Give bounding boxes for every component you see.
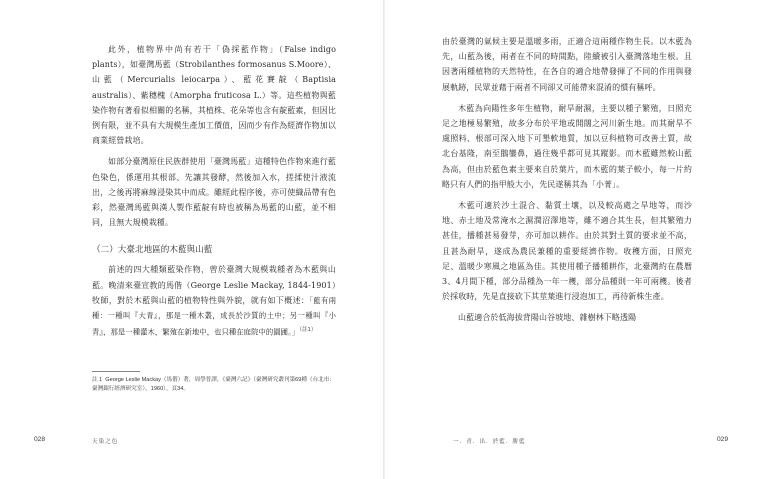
right-page-number: 029	[717, 436, 729, 443]
right-text-column	[442, 34, 692, 326]
right-page	[385, 0, 768, 479]
footnote	[92, 376, 336, 394]
right-paragraph-1: 由於臺灣的氣候主要是溫暖多雨，正適合這兩種作物生長。以木藍為先，山藍為後，兩者在不同的時間點，陸續被引入臺灣落地生根。且因著兩種植物的天然特性，在各自的適合地帶發揮了不同的作用與發展軌跡，民眾並藉于兩者不同卻又可能帶來混淆的慣有稱呼。	[442, 37, 692, 92]
footnote-divider	[92, 371, 140, 372]
footnote-text: George Leslie Mackay（馬偕）著，周學普譯，《臺灣六記》（臺灣研究叢刊第69種（台北市：臺灣銀行經濟研究室），1960），頁34。	[92, 377, 335, 392]
left-page	[0, 0, 383, 479]
footnote-label: 註 1	[92, 377, 103, 383]
section-heading: （二）大臺北地區的木藍與山藍	[92, 244, 213, 255]
right-paragraph-4: 山藍適合於低海拔背陽山谷坡地、雜樹林下略透陽	[458, 313, 637, 323]
paragraph-3-text: 前述的四大種類藍染作物，曾於臺灣大規模栽種者為木藍與山藍。晚清來臺宣教的馬偕（George Leslie Mackay, 1844-1901）牧師，對於木藍與山藍的植物特性與外貌，就有如下概述：	[92, 265, 336, 305]
left-paragraph-3	[92, 262, 336, 340]
left-running-head: 天染之色	[92, 439, 119, 445]
right-paragraph-3: 木藍可適於沙土混合、黏質土壤，以及較高處之旱地等，而沙地、赤土地及常淹水之濕潤沼澤地等，雖不適合其生長，但其繁殖力甚佳，播種甚易發芽，亦可加以耕作。由於其對土質的要求並不高，且甚為耐旱，遂成為農民兼種的重要經濟作物。收穫方面，日照充足、溫暖少寒風之地區為佳。其使用種子播種耕作，北臺灣約在農曆3、4月間下種，部分品種為一年一穫，部分品種則一年可兩穫。後者於採收時，先是直接砍下其莖葉進行浸泡加工，再待新株生產。	[442, 201, 692, 302]
right-running-head: 一．青．出．於藍．勝藍	[453, 439, 526, 445]
footnote-reference: （註1）	[299, 327, 317, 334]
left-text-column	[92, 42, 336, 340]
left-paragraph-1: 此外，植物界中尚有若干「偽採藍作物」（False indigo plants），如臺灣馬藍（Strobilanthes formosanus S.Moore）、山藍（Mercurialis leiocarpa）、藍花賽靛（Baptisia australis）、紫穗槐（Amorpha fruticosa L.）等。這些植物與藍染作物有著看似相關的名稱，其植株、花朵等也含有靛藍素，但因比例有限，並不具有大規模生產加工價值，因而少有作為經濟作物加以商業經營栽培。	[92, 45, 336, 146]
mackay-quote: 「藍有兩種：一種叫『大青』，那是一種木叢，成長於沙質的土中；另一種叫『小青』，那是一種灌木，繁殖在新地中，也只種在庭院中的園圃。」	[92, 295, 336, 337]
right-paragraph-2: 木藍為向陽性多年生植物，耐旱耐濕，主要以種子繁殖，日照充足之地極易繁殖，故多分布於平地或開闊之河川新生地。而其耐旱不虞照料、根部可深入地下可墾軟地質，加以豆科植物可改善土質，故北台基隆，南至鵝鑾鼻，過往幾乎都可見其蹤影。而木藍雖然較山藍為高，但由於藍色素主要來自於葉片，而木藍的葉子較小，每一片約略只有人們的指甲般大小，先民遂稱其為「小菁」。	[442, 103, 692, 189]
left-page-number: 028	[34, 436, 46, 443]
left-paragraph-2: 如部分臺灣原住民族群使用「臺灣馬藍」這種特色作物來進行藍色染色，係運用其根部、先讓其發酵，然後加入水，搓揉使汁液流出，之後再將麻線浸染其中而成。雖經此程序後，亦可使織品帶有色彩，然臺灣馬藍與漢人製作藍靛有時也被稱為馬藍的山藍，並不相同，且無大規模栽種。	[92, 157, 336, 228]
